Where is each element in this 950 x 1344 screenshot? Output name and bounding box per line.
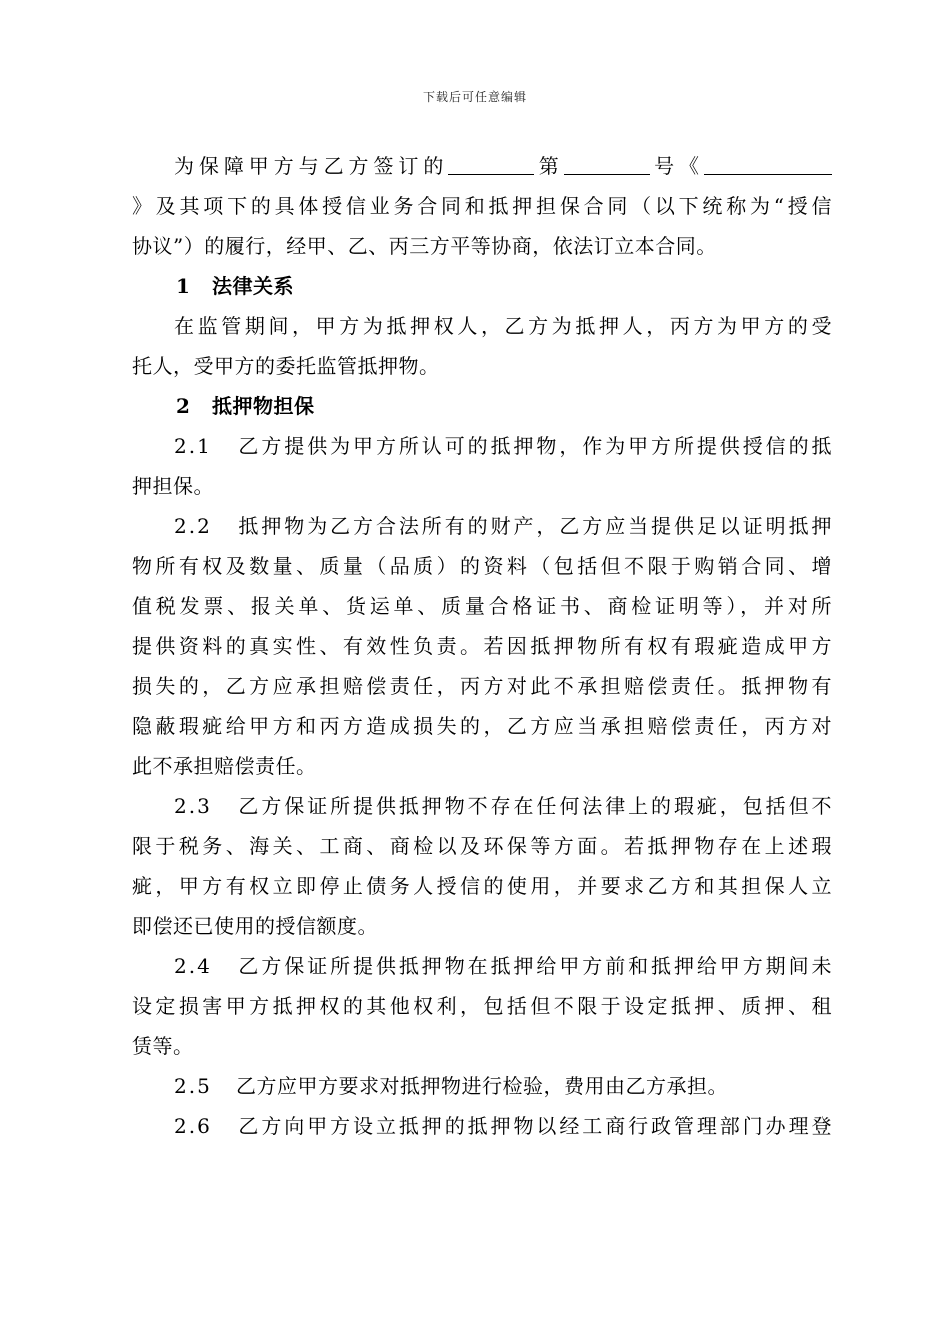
clause-2-3-line-1 [132,786,832,826]
section-2-title: 抵押物担保 [212,394,315,418]
clause-2-4-line-3: 赁等。 [132,1034,194,1058]
clause-2-2-text: 抵押物为乙方合法所有的财产，乙方应当提供足以证明抵押 [236,514,832,538]
clause-2-3-line-3: 疵，甲方有权立即停止债务人授信的使用，并要求乙方和其担保人立 [132,874,832,898]
clause-2-5-text: 乙方应甲方要求对抵押物进行检验，费用由乙方承担。 [236,1074,728,1098]
clause-2-4-line-1 [132,946,832,986]
clause-2-3-number: 2.3 [174,794,212,818]
clause-2-1-line-2: 押担保。 [132,474,214,498]
clause-2-2-line-3: 值税发票、报关单、货运单、质量合格证书、商检证明等），并对所 [132,594,832,618]
clause-2-3-text: 乙方保证所提供抵押物不存在任何法律上的瑕疵，包括但不 [236,794,832,818]
clause-2-4-text: 乙方保证所提供抵押物在抵押给甲方前和抵押给甲方期间未 [236,954,832,978]
clause-2-2-line-1 [132,506,832,546]
section-1-line-2: 托人，受甲方的委托监管抵押物。 [132,354,440,378]
section-1-title: 法律关系 [212,274,294,298]
section-1-line-1: 在监管期间，甲方为抵押权人，乙方为抵押人，丙方为甲方的受 [174,314,832,338]
clause-2-2-line-6: 隐蔽瑕疵给甲方和丙方造成损失的，乙方应当承担赔偿责任，丙方对 [132,714,832,738]
clause-2-1-number: 2.1 [174,434,212,458]
intro-line-1 [132,146,832,186]
section-2-heading [132,386,832,426]
clause-2-5-line-1 [132,1066,832,1106]
intro-line-3: 协议”）的履行，经甲、乙、丙三方平等协商，依法订立本合同。 [132,234,717,258]
clause-2-1-text: 乙方提供为甲方所认可的抵押物，作为甲方所提供授信的抵 [236,434,832,458]
intro-text-c: 号《 [649,154,704,178]
intro-line-2: 》及其项下的具体授信业务合同和抵押担保合同（以下统称为“授信 [132,194,832,218]
intro-text-a: 为保障甲方与乙方签订的 [174,154,449,178]
clause-2-6-line-1 [132,1106,832,1146]
contract-party-blank[interactable] [448,152,534,175]
clause-2-5-number: 2.5 [174,1074,212,1098]
contract-number-blank[interactable] [564,152,650,175]
contract-body [132,146,832,1146]
page-header: 下载后可任意编辑 [422,90,527,104]
clause-2-2-line-2: 物所有权及数量、质量（品质）的资料（包括但不限于购销合同、增 [132,554,832,578]
clause-2-2-number: 2.2 [174,514,212,538]
clause-2-6-text: 乙方向甲方设立抵押的抵押物以经工商行政管理部门办理登 [236,1114,832,1138]
clause-2-4-line-2: 设定损害甲方抵押权的其他权利，包括但不限于设定抵押、质押、租 [132,994,832,1018]
section-2-number: 2 [176,394,191,418]
clause-2-1-line-1 [132,426,832,466]
clause-2-4-number: 2.4 [174,954,212,978]
clause-2-6-number: 2.6 [174,1114,212,1138]
clause-2-3-line-4: 即偿还已使用的授信额度。 [132,914,378,938]
section-1-heading [132,266,832,306]
clause-2-3-line-2: 限于税务、海关、工商、商检以及环保等方面。若抵押物存在上述瑕 [132,834,832,858]
clause-2-2-line-7: 此不承担赔偿责任。 [132,754,317,778]
intro-text-b: 第 [534,154,564,178]
clause-2-2-line-5: 损失的，乙方应承担赔偿责任，丙方对此不承担赔偿责任。抵押物有 [132,674,832,698]
contract-title-blank[interactable] [704,152,832,175]
clause-2-2-line-4: 提供资料的真实性、有效性负责。若因抵押物所有权有瑕疵造成甲方 [132,634,832,658]
section-1-number: 1 [176,274,191,298]
